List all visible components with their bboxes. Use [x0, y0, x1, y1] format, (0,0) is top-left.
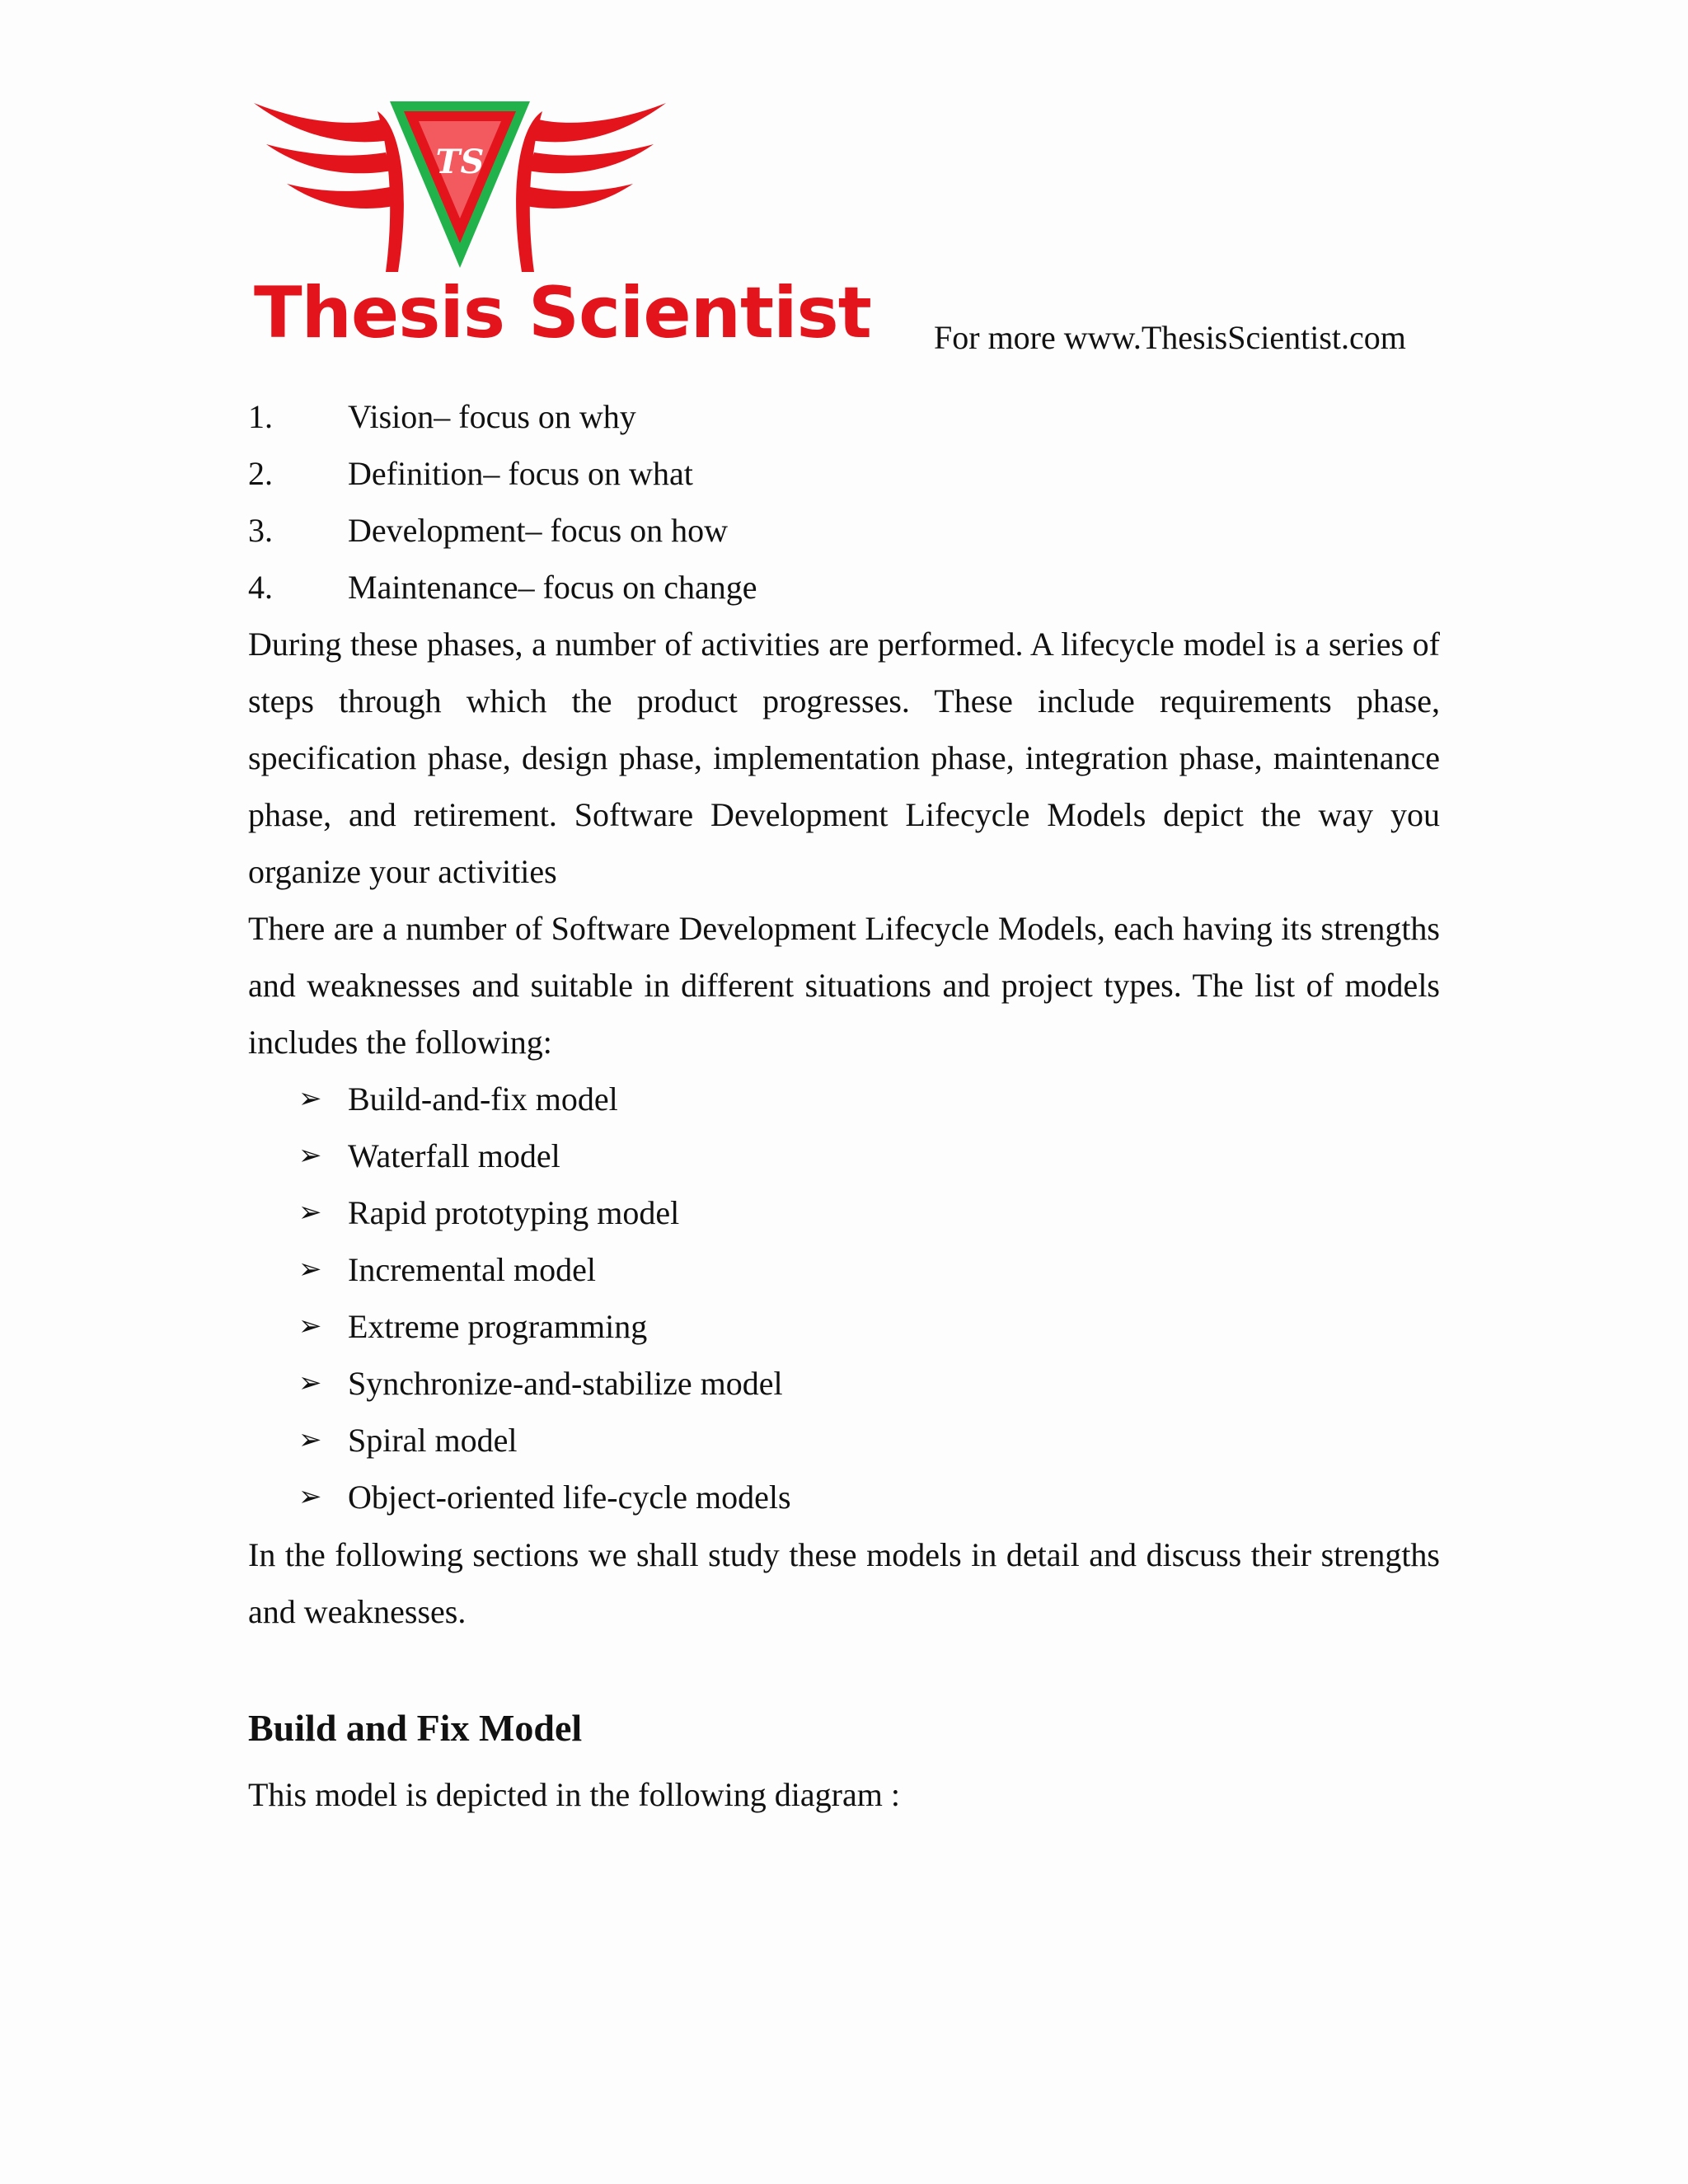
paragraph-lifecycle-intro: During these phases, a number of activities are performed. A lifecycle model is a series of steps through which the product progresses. These include requirements phase, specification phase, design phase, implementation phase, integration phase, maintenance phase, and retirement. Software Development Lifecycle Models depict the way you organize your activities — [248, 626, 1440, 890]
list-item: ➢ Synchronize-and-stabilize model — [298, 1355, 791, 1412]
list-item: 1. Vision– focus on why — [248, 398, 636, 435]
list-item: 3. Development– focus on how — [248, 512, 729, 549]
list-item: 2. Definition– focus on what — [248, 455, 693, 492]
paragraph-models-intro: There are a number of Software Development Lifecycle Models, each having its strengths and weaknesses and suitable in different situations and project types. The list of models includes the following: — [248, 910, 1440, 1061]
phases-list — [248, 388, 757, 616]
list-item: 4. Maintenance– focus on change — [248, 569, 757, 606]
arrow-bullet-icon: ➢ — [298, 1423, 322, 1456]
list-item: ➢ Object-oriented life-cycle models — [298, 1469, 791, 1526]
list-item: ➢ Rapid prototyping model — [298, 1184, 791, 1241]
arrow-bullet-icon: ➢ — [298, 1366, 322, 1399]
models-list — [298, 1071, 791, 1526]
arrow-bullet-icon: ➢ — [298, 1196, 322, 1229]
left-wing-icon — [254, 103, 404, 272]
svg-text:TS: TS — [435, 143, 485, 181]
list-item: ➢ Build-and-fix model — [298, 1071, 791, 1127]
section-intro-text: This model is depicted in the following diagram : — [248, 1776, 900, 1813]
arrow-bullet-icon: ➢ — [298, 1310, 322, 1343]
section-heading: Build and Fix Model — [248, 1707, 583, 1749]
list-item: ➢ Incremental model — [298, 1241, 791, 1298]
list-item: ➢ Waterfall model — [298, 1127, 791, 1184]
list-item: ➢ Extreme programming — [298, 1298, 791, 1355]
list-item: ➢ Spiral model — [298, 1412, 791, 1469]
website-link-text: For more www.ThesisScientist.com — [934, 319, 1406, 356]
right-wing-icon — [516, 103, 666, 272]
paragraph-following-sections: In the following sections we shall study these models in detail and discuss their strengths and weaknesses. — [248, 1536, 1440, 1630]
logo-wordmark: Thesis Scientist — [254, 272, 871, 354]
arrow-bullet-icon: ➢ — [298, 1480, 322, 1513]
arrow-bullet-icon: ➢ — [298, 1082, 322, 1115]
arrow-bullet-icon: ➢ — [298, 1253, 322, 1286]
arrow-bullet-icon: ➢ — [298, 1139, 322, 1172]
